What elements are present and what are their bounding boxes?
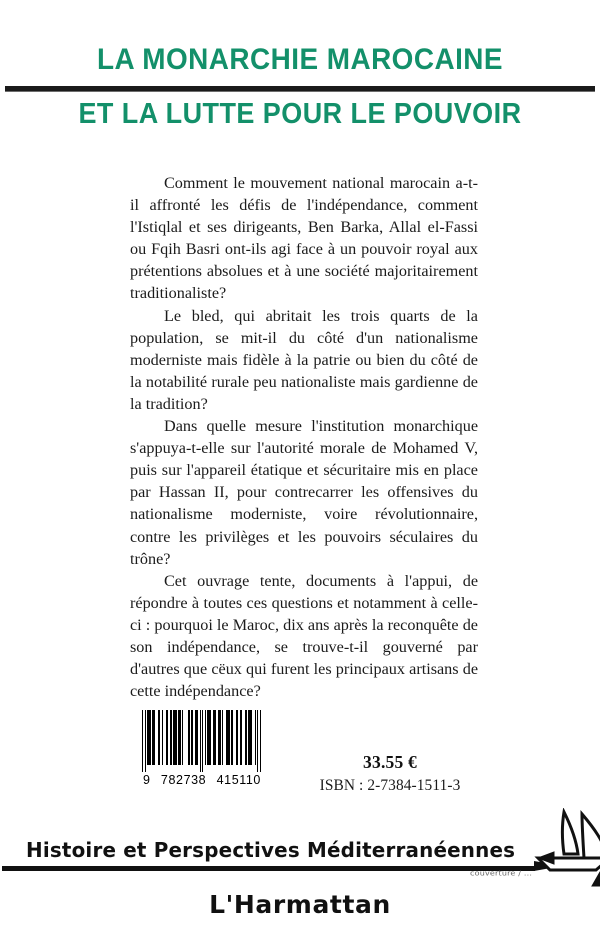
blurb-paragraph-3: Dans quelle mesure l'institution monarchique s'appuya-t-elle sur l'autorité morale de Mohamed V, puis sur l'appareil étatique et sécuritaire mis en place par Hassan II, pour contrecarrer les offensives du nationalisme moderniste, voire révolutionnaire, contre les privilèges et les pouvoirs séculaires du trône? bbox=[130, 417, 478, 568]
blurb-paragraph-4: Cet ouvrage tente, documents à l'appui, de répondre à toutes ces questions et notamment à celle-ci : pourquoi le Maroc, dix ans après la reconquête de son indépendance, se trouve-t-il gouverné par d'autres que cëux qui furent les principaux artisans de cette indépendance? bbox=[130, 571, 478, 701]
barcode-digit-lead: 9 bbox=[143, 773, 151, 787]
publisher-name: L'Harmattan bbox=[209, 890, 391, 919]
barcode-digit-group-right: 415110 bbox=[216, 773, 261, 787]
title-line-2: ET LA LUTTE POUR LE POUVOIR bbox=[78, 98, 522, 130]
barcode-bars bbox=[142, 710, 262, 772]
barcode-digits bbox=[142, 773, 262, 787]
title-line-1: LA MONARCHIE MAROCAINE bbox=[96, 43, 503, 76]
blurb-paragraph-1: Comment le mouvement national marocain a-t-il affronté les défis de l'indépendance, comment l'Istiqlal et ses dirigeants, Ben Barka, Allal el-Fassi ou Fqih Basri ont-ils agi face à un pouvoir royal aux prétentions absolues et à une société majoritairement traditionaliste? bbox=[130, 174, 478, 303]
title-divider-rule bbox=[5, 86, 595, 91]
price-isbn-block bbox=[300, 752, 480, 795]
footer-divider-rule bbox=[2, 866, 535, 871]
cover-title-second bbox=[0, 92, 600, 130]
barcode-digit-group-left: 782738 bbox=[160, 773, 207, 787]
blurb-paragraph-2: Le bled, qui abritait les trois quarts de la population, se mit-il du côté d'un nationalisme moderniste mais fidèle à la patrie ou bien du côté de la notabilité rurale peu nationaliste mais gardienne de la tradition? bbox=[130, 306, 478, 413]
collection-name: Histoire et Perspectives Méditerranéennes bbox=[26, 838, 516, 862]
cover-title bbox=[0, 44, 600, 78]
price-value: 33.55 € bbox=[363, 752, 417, 772]
isbn-value: ISBN : 2-7384-1511-3 bbox=[319, 777, 461, 794]
blurb-text bbox=[130, 172, 478, 702]
sailboat-logo bbox=[520, 808, 600, 893]
barcode bbox=[142, 710, 262, 787]
cover-credit: couverture / ... bbox=[470, 869, 533, 878]
